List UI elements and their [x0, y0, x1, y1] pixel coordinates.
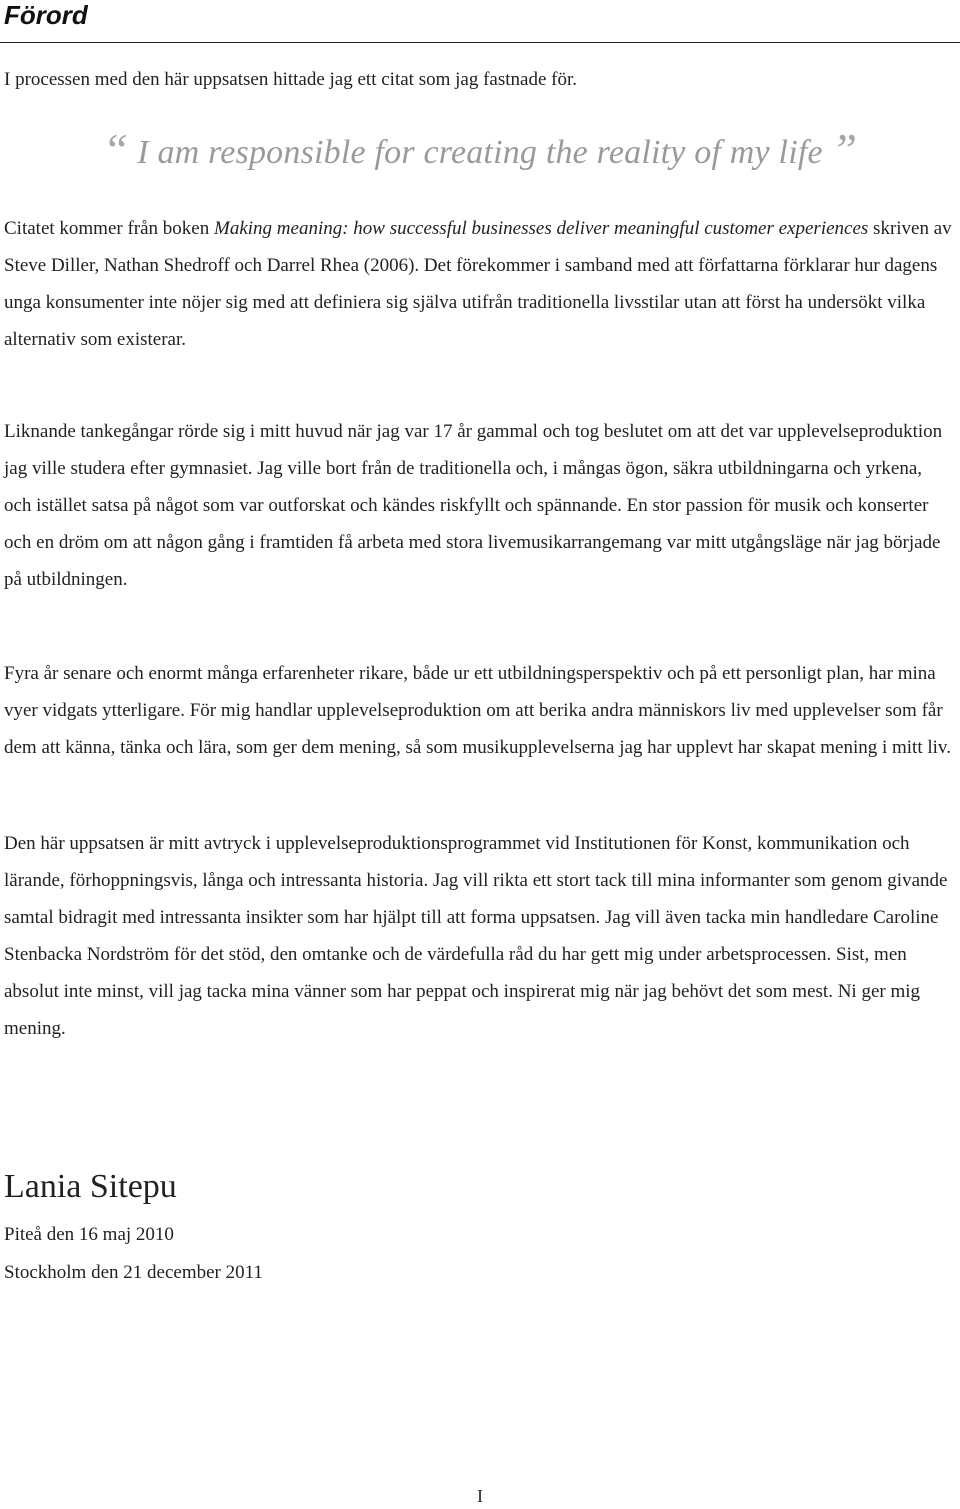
- signature-name: Lania Sitepu: [4, 1168, 177, 1205]
- signature-place-date-2: Stockholm den 21 december 2011: [4, 1262, 263, 1283]
- paragraph-1-lead: Citatet kommer från boken: [4, 218, 214, 239]
- close-quote-mark: ”: [831, 124, 858, 175]
- signature-place-date-1: Piteå den 16 maj 2010: [4, 1224, 174, 1245]
- paragraph-4: Den här uppsatsen är mitt avtryck i upplevelseproduktionsprogrammet vid Institutionen för Konst, kommunikation och lärande, förhoppningsvis, långa och intressanta historia. Jag vill rikta ett stort tack till mina informanter som genom givande samtal bidragit med intressanta insikter som har hjälpt till att forma uppsatsen. Jag vill även tacka min handledare Caroline Stenbacka Nordström för det stöd, den omtanke och de värdefulla råd du har gett mig under arbetsprocessen. Sist, men absolut inte minst, vill jag tacka mina vänner som har peppat och inspirerat mig när jag behövt det som mest. Ni ger mig mening.: [4, 833, 948, 1039]
- section-heading: Förord: [4, 0, 88, 30]
- heading-rule: [0, 42, 960, 43]
- paragraph-1: [4, 210, 954, 358]
- book-title: Making meaning: how successful businesses deliver meaningful customer experiences: [214, 218, 869, 239]
- intro-text: I processen med den här uppsatsen hittade jag ett citat som jag fastnade för.: [4, 69, 577, 90]
- page-number: I: [477, 1486, 483, 1506]
- quote-text: I am responsible for creating the reality of my life: [137, 134, 823, 171]
- paragraph-2: Liknande tankegångar rörde sig i mitt huvud när jag var 17 år gammal och tog beslutet om att det var upplevelseproduktion jag ville studera efter gymnasiet. Jag ville bort från de traditionella och, i mångas ögon, säkra utbildningarna och yrkena, och istället satsa på något som var outforskat och kändes riskfyllt och spännande. En stor passion för musik och konserter och en dröm om att någon gång i framtiden få arbeta med stora livemusikarrangemang var mitt utgångsläge när jag började på utbildningen.: [4, 421, 943, 590]
- paragraph-3: Fyra år senare och enormt många erfarenheter rikare, både ur ett utbildningsperspektiv och på ett personligt plan, har mina vyer vidgats ytterligare. För mig handlar upplevelseproduktion om att berika andra människors liv med upplevelser som får dem att känna, tänka och lära, som ger dem mening, så som musikupplevelserna jag har upplevt har skapat mening i mitt liv.: [4, 663, 951, 758]
- paragraph-1-rest: skriven av Steve Diller, Nathan Shedroff och Darrel Rhea (2006). Det förekommer i samband med att författarna förklarar hur dagens unga konsumenter inte nöjer sig med att definiera sig själva utifrån traditionella livsstilar utan att först ha undersökt vilka alternativ som existerar.: [4, 218, 952, 350]
- epigraph-quote: [0, 122, 960, 181]
- open-quote-mark: “: [102, 124, 129, 175]
